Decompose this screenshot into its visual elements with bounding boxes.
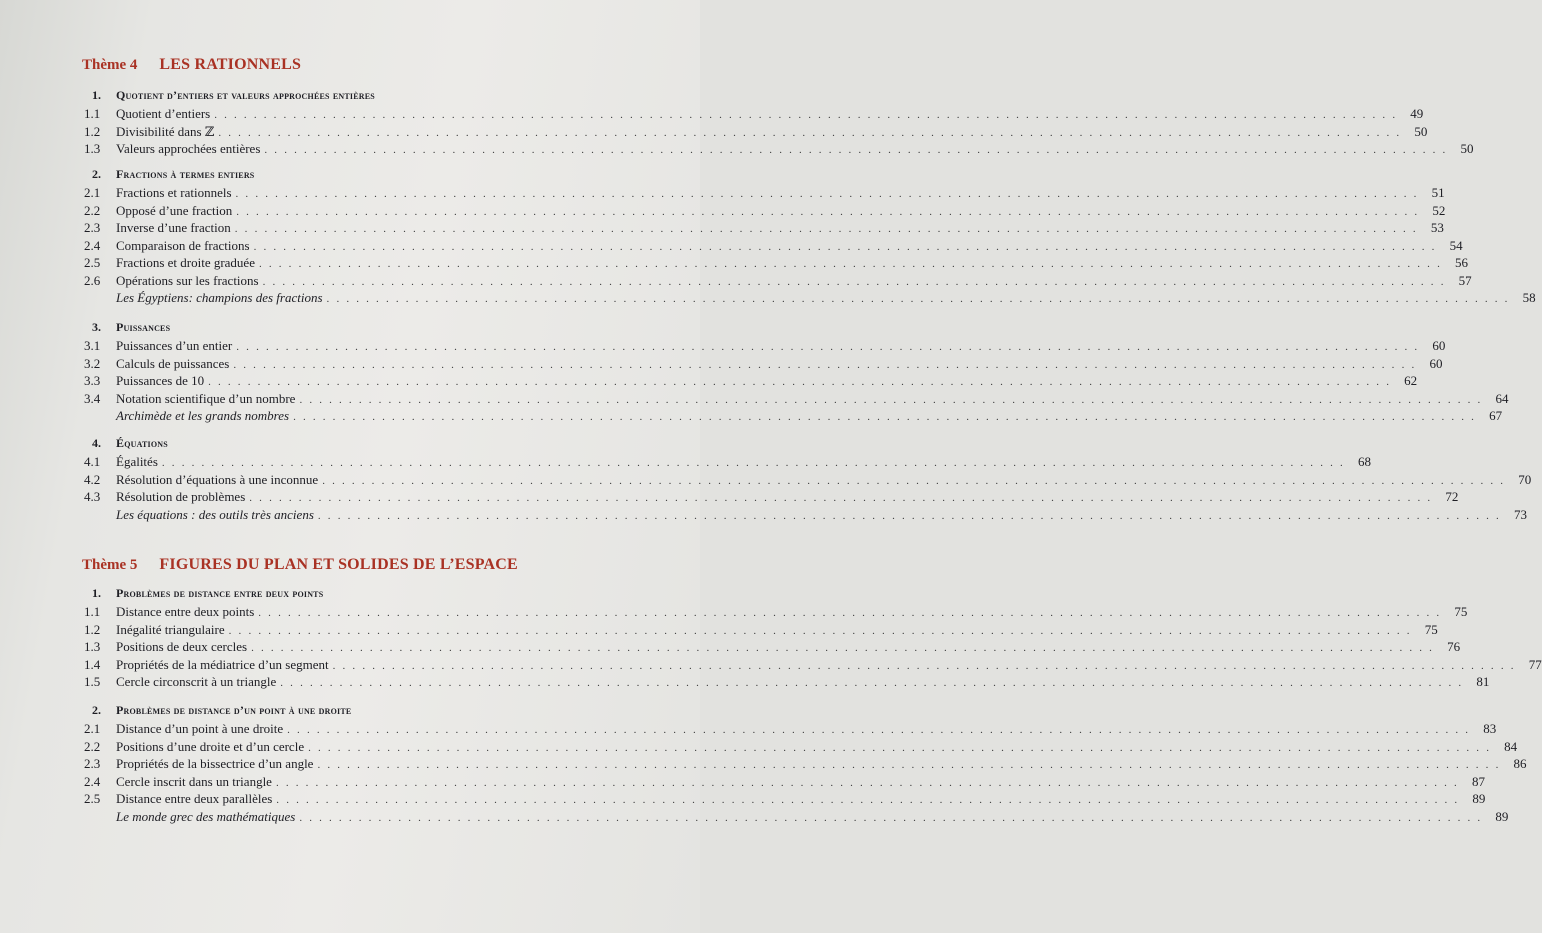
section-heading xyxy=(84,584,614,601)
dot-leader: . . . . . . . . . . . . . . . . . . . . . . . . . . . . . . . . . . . . . . . . . . . . . . . . . . . . . . . . . . . . . . . . . . . . . . . . . . . . . . . . . . . . . . . . . . . . . . . . . . . . . . . . . . . . . . . . . . . . . . . . xyxy=(236,341,1420,353)
toc-section xyxy=(84,165,1536,307)
toc-entry xyxy=(84,738,1518,756)
section-number: 1. xyxy=(92,88,101,102)
toc-entry xyxy=(84,202,1446,220)
toc-section xyxy=(84,434,1532,523)
theme-title: FIGURES DU PLAN ET SOLIDES DE L’ESPACE xyxy=(159,556,518,573)
section-title: Problèmes de distance d’un point à une droite xyxy=(116,703,352,717)
dot-leader: . . . . . . . . . . . . . . . . . . . . . . . . . . . . . . . . . . . . . . . . . . . . . . . . . . . . . . . . . . . . . . . . . . . . . . . . . . . . . . . . . . . . . . . . . . . . . . . . . . . . . . . . . . . . . . . . . . . . . . . . xyxy=(326,293,1510,305)
dot-leader: . . . . . . . . . . . . . . . . . . . . . . . . . . . . . . . . . . . . . . . . . . . . . . . . . . . . . . . . . . . . . . . . . . . . . . . . . . . . . . . . . . . . . . . . . . . . . . . . . . . . . . . . . . . . . . . . . . . . . . . . xyxy=(280,677,1464,689)
section-entries xyxy=(84,720,1527,825)
dot-leader: . . . . . . . . . . . . . . . . . . . . . . . . . . . . . . . . . . . . . . . . . . . . . . . . . . . . . . . . . . . . . . . . . . . . . . . . . . . . . . . . . . . . . . . . . . . . . . . . . . . . . . . . . . . . . . . . . . . . . . . . xyxy=(233,358,1417,371)
entry-label: Résolution de problèmes xyxy=(116,489,246,504)
theme-heading xyxy=(82,556,518,574)
section-entries xyxy=(84,337,1509,425)
section-entries xyxy=(84,184,1536,307)
dot-leader: . . . . . . . . . . . . . . . . . . . . . . . . . . . . . . . . . . . . . . . . . . . . . . . . . . . . . . . . . . . . . . . . . . . . . . . . . . . . . . . . . . . . . . . . . . . . . . . . . . . . . . . . . . . . . . . . . . . . . . . . xyxy=(258,607,1442,619)
entry-page-number: 51 xyxy=(1431,185,1445,200)
dot-leader: . . . . . . . . . . . . . . . . . . . . . . . . . . . . . . . . . . . . . . . . . . . . . . . . . . . . . . . . . . . . . . . . . . . . . . . . . . . . . . . . . . . . . . . . . . . . . . . . . . . . . . . . . . . . . . . . . . . . . . . . xyxy=(236,205,1420,218)
toc-entry xyxy=(84,355,1443,373)
theme-heading xyxy=(82,56,301,74)
entry-page-number: 67 xyxy=(1489,408,1503,423)
toc-entry xyxy=(84,337,1446,355)
entry-page-number: 57 xyxy=(1458,272,1472,288)
dot-leader: . . . . . . . . . . . . . . . . . . . . . . . . . . . . . . . . . . . . . . . . . . . . . . . . . . . . . . . . . . . . . . . . . . . . . . . . . . . . . . . . . . . . . . . . . . . . . . . . . . . . . . . . . . . . . . . . . . . . . . . . xyxy=(253,240,1437,253)
entry-label: Les équations : des outils très anciens xyxy=(116,506,314,522)
toc-entry xyxy=(84,755,1527,773)
entry-label: Inverse d’une fraction xyxy=(116,220,231,235)
entry-number: 1.1 xyxy=(84,604,101,619)
toc-entry xyxy=(84,272,1472,290)
toc-entry xyxy=(84,773,1486,791)
entry-number: 1.1 xyxy=(84,106,101,121)
entry-number: 2.3 xyxy=(84,756,101,771)
section-entries xyxy=(84,453,1532,523)
entry-number: 4.2 xyxy=(84,471,101,487)
section-title: Fractions à termes entiers xyxy=(116,167,255,181)
entry-number: 1.2 xyxy=(84,621,101,637)
entry-number: 1.5 xyxy=(84,674,101,689)
entry-number: 2.6 xyxy=(84,272,101,288)
toc-entry xyxy=(84,808,1509,826)
entry-number: 2.1 xyxy=(84,721,101,736)
entry-number: 3.4 xyxy=(84,390,101,406)
entry-label: Puissances d’un entier xyxy=(116,338,233,353)
entry-number: 3.1 xyxy=(84,338,101,353)
entry-page-number: 52 xyxy=(1432,202,1446,218)
dot-leader: . . . . . . . . . . . . . . . . . . . . . . . . . . . . . . . . . . . . . . . . . . . . . . . . . . . . . . . . . . . . . . . . . . . . . . . . . . . . . . . . . . . . . . . . . . . . . . . . . . . . . . . . . . . . . . . . . . . . . . . . xyxy=(258,258,1443,270)
toc-entry xyxy=(84,621,1438,639)
toc-entry xyxy=(84,453,1371,471)
dot-leader: . . . . . . . . . . . . . . . . . . . . . . . . . . . . . . . . . . . . . . . . . . . . . . . . . . . . . . . . . . . . . . . . . . . . . . . . . . . . . . . . . . . . . . . . . . . . . . . . . . . . . . . . . . . . . . . . . . . . . . . . xyxy=(276,794,1460,806)
dot-leader: . . . . . . . . . . . . . . . . . . . . . . . . . . . . . . . . . . . . . . . . . . . . . . . . . . . . . . . . . . . . . . . . . . . . . . . . . . . . . . . . . . . . . . . . . . . . . . . . . . . . . . . . . . . . . . . . . . . . . . . . xyxy=(264,144,1448,156)
entry-label: Cercle inscrit dans un triangle xyxy=(116,773,272,789)
entry-page-number: 56 xyxy=(1455,255,1469,270)
entry-label: Cercle circonscrit à un triangle xyxy=(116,674,277,689)
entry-number: 2.4 xyxy=(84,773,101,789)
entry-label: Opposé d’une fraction xyxy=(116,202,233,218)
dot-leader: . . . . . . . . . . . . . . . . . . . . . . . . . . . . . . . . . . . . . . . . . . . . . . . . . . . . . . . . . . . . . . . . . . . . . . . . . . . . . . . . . . . . . . . . . . . . . . . . . . . . . . . . . . . . . . . . . . . . . . . . xyxy=(234,223,1418,235)
entry-label: Divisibilité dans ℤ xyxy=(116,123,215,139)
entry-page-number: 84 xyxy=(1504,738,1518,754)
toc-entry xyxy=(84,184,1445,202)
toc-entry xyxy=(84,638,1461,656)
entry-page-number: 58 xyxy=(1522,290,1536,305)
toc-entry xyxy=(84,254,1469,272)
entry-page-number: 49 xyxy=(1410,106,1424,121)
toc-entry xyxy=(84,488,1459,506)
entry-page-number: 68 xyxy=(1357,454,1371,469)
entry-number: 1.3 xyxy=(84,141,101,156)
entry-label: Comparaison de fractions xyxy=(116,237,250,253)
entry-number: 2.4 xyxy=(84,237,101,253)
entry-number: 3.3 xyxy=(84,373,101,388)
section-title: Puissances xyxy=(116,320,171,334)
entry-label: Distance d’un point à une droite xyxy=(116,721,284,736)
section-heading xyxy=(84,318,614,335)
entry-label: Le monde grec des mathématiques xyxy=(116,808,296,824)
toc-entry xyxy=(84,603,1468,621)
section-heading xyxy=(84,434,614,451)
entry-page-number: 50 xyxy=(1414,123,1428,139)
dot-leader: . . . . . . . . . . . . . . . . . . . . . . . . . . . . . . . . . . . . . . . . . . . . . . . . . . . . . . . . . . . . . . . . . . . . . . . . . . . . . . . . . . . . . . . . . . . . . . . . . . . . . . . . . . . . . . . . . . . . . . . . xyxy=(161,457,1345,469)
entry-page-number: 86 xyxy=(1513,756,1527,771)
entry-page-number: 60 xyxy=(1429,355,1443,371)
dot-leader: . . . . . . . . . . . . . . . . . . . . . . . . . . . . . . . . . . . . . . . . . . . . . . . . . . . . . . . . . . . . . . . . . . . . . . . . . . . . . . . . . . . . . . . . . . . . . . . . . . . . . . . . . . . . . . . . . . . . . . . . xyxy=(251,642,1435,654)
toc-entry xyxy=(84,790,1486,808)
entry-number: 2.1 xyxy=(84,185,101,200)
entry-label: Opérations sur les fractions xyxy=(116,272,259,288)
dot-leader: . . . . . . . . . . . . . . . . . . . . . . . . . . . . . . . . . . . . . . . . . . . . . . . . . . . . . . . . . . . . . . . . . . . . . . . . . . . . . . . . . . . . . . . . . . . . . . . . . . . . . . . . . . . . . . . . . . . . . . . . xyxy=(275,776,1460,789)
entry-label: Égalités xyxy=(116,454,158,469)
entry-label: Archimède et les grands nombres xyxy=(116,408,290,423)
section-title: Problèmes de distance entre deux points xyxy=(116,586,324,600)
dot-leader: . . . . . . . . . . . . . . . . . . . . . . . . . . . . . . . . . . . . . . . . . . . . . . . . . . . . . . . . . . . . . . . . . . . . . . . . . . . . . . . . . . . . . . . . . . . . . . . . . . . . . . . . . . . . . . . . . . . . . . . . xyxy=(287,724,1471,736)
entry-label: Valeurs approchées entières xyxy=(116,141,261,156)
entry-page-number: 81 xyxy=(1476,674,1490,689)
entry-label: Calculs de puissances xyxy=(116,355,230,371)
dot-leader: . . . . . . . . . . . . . . . . . . . . . . . . . . . . . . . . . . . . . . . . . . . . . . . . . . . . . . . . . . . . . . . . . . . . . . . . . . . . . . . . . . . . . . . . . . . . . . . . . . . . . . . . . . . . . . . . . . . . . . . . xyxy=(218,126,1402,139)
entry-label: Fractions et rationnels xyxy=(116,185,232,200)
section-number: 1. xyxy=(92,586,101,600)
entry-label: Inégalité triangulaire xyxy=(116,621,225,637)
dot-leader: . . . . . . . . . . . . . . . . . . . . . . . . . . . . . . . . . . . . . . . . . . . . . . . . . . . . . . . . . . . . . . . . . . . . . . . . . . . . . . . . . . . . . . . . . . . . . . . . . . . . . . . . . . . . . . . . . . . . . . . . xyxy=(293,411,1477,423)
entry-page-number: 76 xyxy=(1447,639,1461,654)
entry-page-number: 75 xyxy=(1454,604,1468,619)
dot-leader: . . . . . . . . . . . . . . . . . . . . . . . . . . . . . . . . . . . . . . . . . . . . . . . . . . . . . . . . . . . . . . . . . . . . . . . . . . . . . . . . . . . . . . . . . . . . . . . . . . . . . . . . . . . . . . . . . . . . . . . . xyxy=(322,474,1506,487)
entry-page-number: 75 xyxy=(1424,621,1438,637)
toc-entry xyxy=(84,237,1463,255)
toc-section xyxy=(84,318,1509,425)
section-heading xyxy=(84,165,614,182)
dot-leader: . . . . . . . . . . . . . . . . . . . . . . . . . . . . . . . . . . . . . . . . . . . . . . . . . . . . . . . . . . . . . . . . . . . . . . . . . . . . . . . . . . . . . . . . . . . . . . . . . . . . . . . . . . . . . . . . . . . . . . . . xyxy=(262,275,1446,288)
section-heading xyxy=(84,701,614,718)
toc-entry xyxy=(84,123,1428,141)
toc-entry xyxy=(84,471,1532,489)
toc-section xyxy=(84,701,1527,825)
section-entries xyxy=(84,603,1542,691)
entry-label: Propriétés de la médiatrice d’un segment xyxy=(116,656,329,672)
toc-entry xyxy=(84,140,1474,158)
entry-label: Positions d’une droite et d’un cercle xyxy=(116,738,305,754)
entry-page-number: 73 xyxy=(1513,506,1527,522)
entry-page-number: 54 xyxy=(1449,237,1463,253)
entry-label: Positions de deux cercles xyxy=(116,639,248,654)
theme-number: Thème 5 xyxy=(82,557,138,573)
section-heading xyxy=(84,86,614,103)
entry-page-number: 60 xyxy=(1432,338,1446,353)
section-title: Quotient d’entiers et valeurs approchées entières xyxy=(116,88,375,102)
toc-entry xyxy=(84,656,1542,674)
dot-leader: . . . . . . . . . . . . . . . . . . . . . . . . . . . . . . . . . . . . . . . . . . . . . . . . . . . . . . . . . . . . . . . . . . . . . . . . . . . . . . . . . . . . . . . . . . . . . . . . . . . . . . . . . . . . . . . . . . . . . . . . xyxy=(249,492,1433,504)
entry-number: 2.2 xyxy=(84,202,101,218)
entry-page-number: 72 xyxy=(1445,489,1459,504)
toc-entry xyxy=(84,289,1536,307)
section-number: 2. xyxy=(92,703,101,717)
section-title: Équations xyxy=(116,436,168,450)
theme-number: Thème 4 xyxy=(82,57,138,73)
dot-leader: . . . . . . . . . . . . . . . . . . . . . . . . . . . . . . . . . . . . . . . . . . . . . . . . . . . . . . . . . . . . . . . . . . . . . . . . . . . . . . . . . . . . . . . . . . . . . . . . . . . . . . . . . . . . . . . . . . . . . . . . xyxy=(332,659,1516,672)
entry-number: 1.4 xyxy=(84,656,101,672)
entry-number: 2.3 xyxy=(84,220,101,235)
entry-page-number: 77 xyxy=(1528,656,1542,672)
entry-label: Les Égyptiens: champions des fractions xyxy=(116,290,323,305)
entry-label: Propriétés de la bissectrice d’un angle xyxy=(116,756,314,771)
section-number: 4. xyxy=(92,436,101,450)
entry-page-number: 87 xyxy=(1472,773,1486,789)
entry-label: Distance entre deux parallèles xyxy=(116,791,273,806)
entry-page-number: 50 xyxy=(1460,141,1474,156)
dot-leader: . . . . . . . . . . . . . . . . . . . . . . . . . . . . . . . . . . . . . . . . . . . . . . . . . . . . . . . . . . . . . . . . . . . . . . . . . . . . . . . . . . . . . . . . . . . . . . . . . . . . . . . . . . . . . . . . . . . . . . . . xyxy=(317,759,1501,771)
toc-section xyxy=(84,86,1474,158)
entry-number: 2.2 xyxy=(84,738,101,754)
dot-leader: . . . . . . . . . . . . . . . . . . . . . . . . . . . . . . . . . . . . . . . . . . . . . . . . . . . . . . . . . . . . . . . . . . . . . . . . . . . . . . . . . . . . . . . . . . . . . . . . . . . . . . . . . . . . . . . . . . . . . . . . xyxy=(228,624,1412,637)
toc-entry xyxy=(84,105,1424,123)
entry-label: Fractions et droite graduée xyxy=(116,255,255,270)
toc-entry xyxy=(84,673,1490,691)
entry-page-number: 70 xyxy=(1518,471,1532,487)
entry-page-number: 62 xyxy=(1404,373,1418,388)
dot-leader: . . . . . . . . . . . . . . . . . . . . . . . . . . . . . . . . . . . . . . . . . . . . . . . . . . . . . . . . . . . . . . . . . . . . . . . . . . . . . . . . . . . . . . . . . . . . . . . . . . . . . . . . . . . . . . . . . . . . . . . . xyxy=(208,376,1392,388)
toc-entry xyxy=(84,720,1497,738)
entry-number: 4.1 xyxy=(84,454,101,469)
section-entries xyxy=(84,105,1474,158)
entry-page-number: 83 xyxy=(1483,721,1497,736)
dot-leader: . . . . . . . . . . . . . . . . . . . . . . . . . . . . . . . . . . . . . . . . . . . . . . . . . . . . . . . . . . . . . . . . . . . . . . . . . . . . . . . . . . . . . . . . . . . . . . . . . . . . . . . . . . . . . . . . . . . . . . . . xyxy=(214,109,1398,121)
entry-page-number: 89 xyxy=(1472,791,1486,806)
entry-number: 2.5 xyxy=(84,255,101,270)
section-number: 3. xyxy=(92,320,101,334)
dot-leader: . . . . . . . . . . . . . . . . . . . . . . . . . . . . . . . . . . . . . . . . . . . . . . . . . . . . . . . . . . . . . . . . . . . . . . . . . . . . . . . . . . . . . . . . . . . . . . . . . . . . . . . . . . . . . . . . . . . . . . . . xyxy=(308,741,1492,754)
toc-entry xyxy=(84,219,1444,237)
entry-page-number: 89 xyxy=(1495,808,1509,824)
entry-number: 4.3 xyxy=(84,489,101,504)
dot-leader: . . . . . . . . . . . . . . . . . . . . . . . . . . . . . . . . . . . . . . . . . . . . . . . . . . . . . . . . . . . . . . . . . . . . . . . . . . . . . . . . . . . . . . . . . . . . . . . . . . . . . . . . . . . . . . . . . . . . . . . . xyxy=(317,509,1501,522)
dot-leader: . . . . . . . . . . . . . . . . . . . . . . . . . . . . . . . . . . . . . . . . . . . . . . . . . . . . . . . . . . . . . . . . . . . . . . . . . . . . . . . . . . . . . . . . . . . . . . . . . . . . . . . . . . . . . . . . . . . . . . . . xyxy=(235,188,1419,200)
toc-entry xyxy=(84,407,1503,425)
entry-page-number: 64 xyxy=(1495,390,1509,406)
toc-entry xyxy=(84,372,1418,390)
toc-section xyxy=(84,584,1542,691)
section-number: 2. xyxy=(92,167,101,181)
dot-leader: . . . . . . . . . . . . . . . . . . . . . . . . . . . . . . . . . . . . . . . . . . . . . . . . . . . . . . . . . . . . . . . . . . . . . . . . . . . . . . . . . . . . . . . . . . . . . . . . . . . . . . . . . . . . . . . . . . . . . . . . xyxy=(299,811,1483,824)
entry-label: Résolution d’équations à une inconnue xyxy=(116,471,319,487)
entry-number: 1.3 xyxy=(84,639,101,654)
entry-label: Distance entre deux points xyxy=(116,604,255,619)
toc-entry xyxy=(84,390,1509,408)
dot-leader: . . . . . . . . . . . . . . . . . . . . . . . . . . . . . . . . . . . . . . . . . . . . . . . . . . . . . . . . . . . . . . . . . . . . . . . . . . . . . . . . . . . . . . . . . . . . . . . . . . . . . . . . . . . . . . . . . . . . . . . . xyxy=(299,393,1483,406)
entry-label: Puissances de 10 xyxy=(116,373,205,388)
entry-number: 3.2 xyxy=(84,355,101,371)
entry-number: 1.2 xyxy=(84,123,101,139)
theme-title: LES RATIONNELS xyxy=(159,56,302,73)
entry-label: Notation scientifique d’un nombre xyxy=(116,390,296,406)
entry-number: 2.5 xyxy=(84,791,101,806)
toc-entry xyxy=(84,506,1527,524)
entry-label: Quotient d’entiers xyxy=(116,106,211,121)
entry-page-number: 53 xyxy=(1430,220,1444,235)
